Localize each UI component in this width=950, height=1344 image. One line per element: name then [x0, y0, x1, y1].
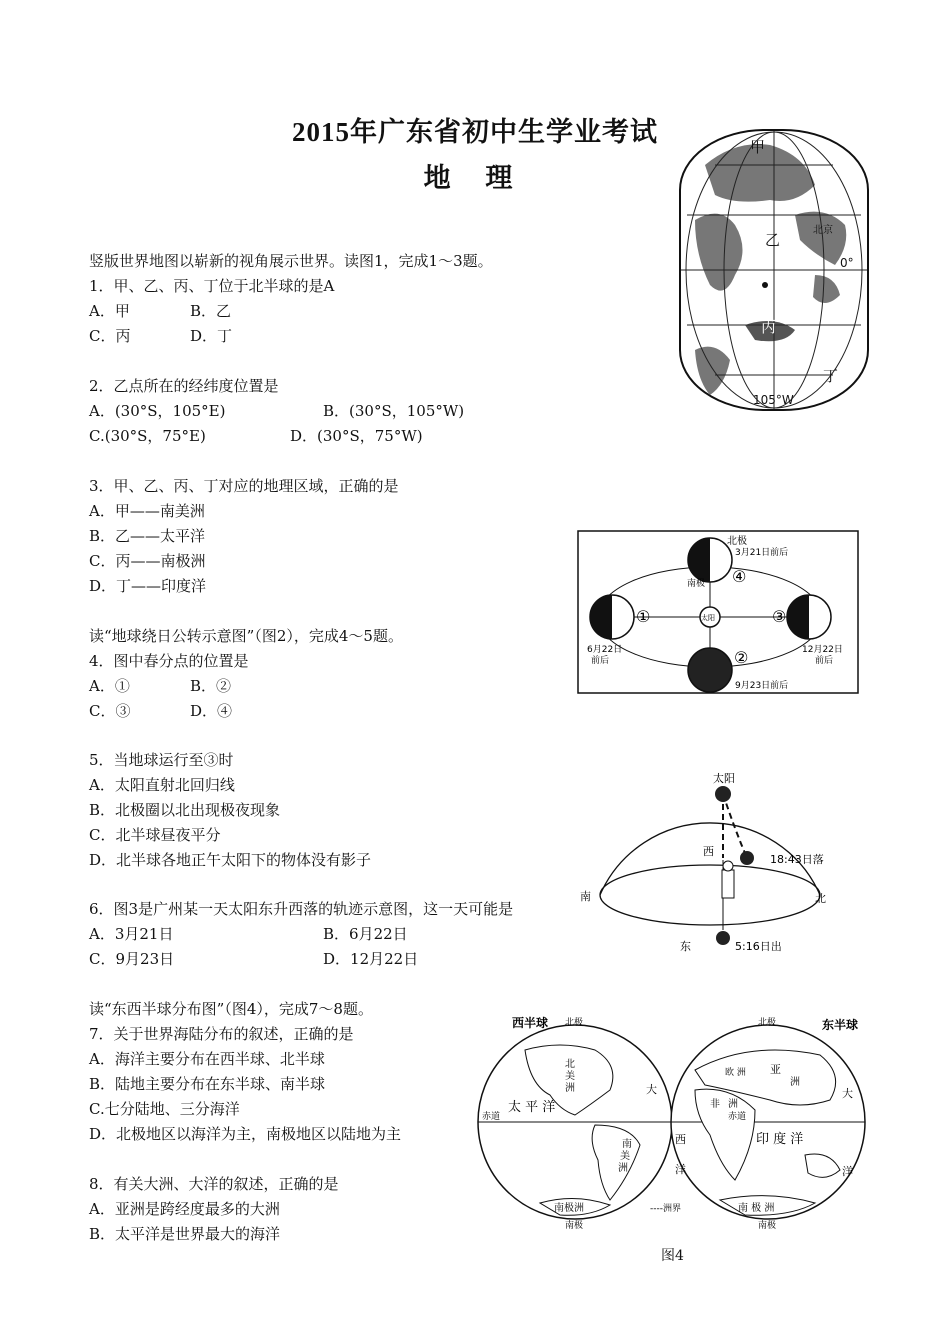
q6-stem: 6．图3是广州某一天太阳东升西落的轨迹示意图，这一天可能是	[89, 900, 514, 918]
q2-option-a: A．(30°S，105°E)	[89, 402, 226, 420]
label-east-hemisphere: 东半球	[822, 1018, 859, 1032]
label-june: 6月22日	[587, 645, 623, 655]
figure-4-caption: 图4	[661, 1248, 684, 1264]
label-sun: 太阳	[713, 772, 735, 785]
q7-option-d: D．北极地区以海洋为主，南极地区以陆地为主	[89, 1125, 402, 1143]
label-south-pole-west: 南极	[565, 1221, 584, 1230]
label-atlantic: 西	[675, 1133, 686, 1146]
figure-2-orbit	[577, 530, 859, 694]
q4-option-b: B．②	[190, 677, 232, 695]
label-equator: 0°	[840, 256, 854, 270]
label-position-3: ③	[772, 607, 787, 626]
label-equator-west: 赤道	[482, 1112, 501, 1122]
q5-option-c: C．北半球昼夜平分	[89, 826, 221, 844]
label-atlantic: 洋	[675, 1163, 686, 1176]
q1-option-d: D．丁	[190, 327, 233, 345]
label-antarctica-west: 南极洲	[554, 1203, 584, 1214]
label-june-2: 前后	[591, 656, 610, 666]
label-sun: 太阳	[701, 614, 715, 622]
label-position-4: ④	[732, 567, 747, 586]
label-beijing: 北京	[813, 225, 833, 236]
label-africa: 非	[710, 1099, 720, 1110]
intro-2: 读“地球绕日公转示意图”（图2），完成4～5题。	[89, 627, 403, 645]
q8-option-a: A．亚洲是跨经度最多的大洲	[89, 1200, 280, 1218]
label-north-america: 美	[565, 1071, 575, 1082]
label-north: 北	[815, 892, 826, 905]
intro-3: 读“东西半球分布图”（图4），完成7～8题。	[89, 1000, 373, 1018]
q3-option-a: A．甲——南美洲	[89, 502, 205, 520]
label-position-1: ①	[636, 607, 651, 626]
label-pacific-east: 大	[842, 1087, 853, 1100]
sun-track	[723, 794, 747, 858]
label-south-america: 洲	[618, 1163, 628, 1174]
q5-option-a: A．太阳直射北回归线	[89, 776, 235, 794]
label-east: 东	[680, 940, 691, 953]
subject-title: 地 理	[423, 163, 527, 193]
q8-stem: 8．有关大洲、大洋的叙述，正确的是	[89, 1175, 339, 1193]
label-march: 3月21日前后	[735, 548, 789, 558]
label-december: 12月22日	[802, 645, 843, 655]
q3-option-c: C．丙——南极洲	[89, 552, 206, 570]
label-pacific: 太 平 洋	[508, 1100, 556, 1115]
label-africa: 洲	[728, 1099, 738, 1110]
label-south-america: 美	[620, 1151, 630, 1162]
q7-stem: 7．关于世界海陆分布的叙述，正确的是	[89, 1025, 354, 1043]
label-atlantic: 大	[646, 1083, 657, 1096]
q1-option-b: B．乙	[190, 302, 232, 320]
q3-option-d: D．丁——印度洋	[89, 577, 207, 595]
earth-icon	[688, 648, 732, 692]
q4-stem: 4．图中春分点的位置是	[89, 652, 249, 670]
point-yi	[762, 282, 768, 288]
label-september: 9月23日前后	[735, 681, 789, 691]
q5-stem: 5．当地球运行至③时	[89, 751, 234, 769]
label-north-pole-west: 北极	[565, 1018, 584, 1028]
label-indian-ocean: 印 度 洋	[756, 1132, 804, 1147]
label-south-america: 南	[622, 1139, 632, 1150]
sun-icon	[715, 786, 731, 802]
q6-option-c: C．9月23日	[89, 950, 175, 968]
q1-option-a: A．甲	[89, 302, 130, 320]
label-sunrise: 5:16日出	[735, 940, 782, 953]
label-sunset: 18:43日落	[770, 853, 824, 866]
label-december-2: 前后	[815, 656, 834, 666]
q6-option-a: A．3月21日	[89, 925, 174, 943]
label-north-america: 洲	[565, 1083, 575, 1094]
q8-option-b: B．太平洋是世界最大的海洋	[89, 1225, 281, 1243]
figure-1-world-map	[675, 125, 875, 415]
label-north-pole: 北极	[727, 536, 747, 547]
q4-option-c: C．③	[89, 702, 131, 720]
label-longitude: 105°W	[753, 393, 794, 407]
label-antarctica-east: 南 极 洲	[738, 1203, 775, 1214]
q7-option-c: C.七分陆地、三分海洋	[89, 1100, 240, 1118]
q2-option-c: C.(30°S，75°E)	[89, 427, 206, 445]
q2-option-d: D．(30°S，75°W)	[290, 427, 423, 445]
label-yi: 乙	[765, 231, 781, 249]
person-icon	[723, 861, 733, 871]
q2-option-b: B．(30°S，105°W)	[323, 402, 465, 420]
figure-4-hemispheres	[470, 1015, 870, 1230]
q3-stem: 3．甲、乙、丙、丁对应的地理区域，正确的是	[89, 477, 399, 495]
q5-option-b: B．北极圈以北出现极夜现象	[89, 801, 281, 819]
label-south-pole-east: 南极	[758, 1221, 777, 1230]
q4-option-d: D．④	[190, 702, 233, 720]
label-equator-east: 赤道	[728, 1112, 747, 1122]
q7-option-b: B．陆地主要分布在东半球、南半球	[89, 1075, 326, 1093]
person-icon	[722, 870, 734, 898]
label-jia: 甲	[750, 138, 766, 156]
intro-1: 竖版世界地图以崭新的视角展示世界。读图1，完成1～3题。	[89, 252, 493, 270]
q4-option-a: A．①	[89, 677, 130, 695]
page-title: 2015年广东省初中生学业考试	[292, 117, 658, 147]
legend-continent-border: ----洲界	[650, 1204, 681, 1214]
label-asia: 洲	[790, 1077, 800, 1088]
q1-stem: 1．甲、乙、丙、丁位于北半球的是A	[89, 277, 335, 295]
label-europe: 欧 洲	[725, 1068, 746, 1078]
label-asia: 亚	[770, 1063, 781, 1076]
sun-icon	[740, 851, 754, 865]
label-west: 西	[703, 845, 714, 858]
q7-option-a: A．海洋主要分布在西半球、北半球	[89, 1050, 325, 1068]
label-north-america: 北	[565, 1059, 575, 1070]
label-position-2: ②	[734, 648, 749, 667]
figure-3-sun-path	[575, 770, 845, 960]
q2-stem: 2．乙点所在的经纬度位置是	[89, 377, 279, 395]
q1-option-c: C．丙	[89, 327, 131, 345]
q3-option-b: B．乙——太平洋	[89, 527, 206, 545]
label-south-pole: 南极	[687, 579, 706, 589]
label-ding: 丁	[823, 367, 839, 385]
label-bing: 丙	[761, 318, 777, 336]
sun-icon	[716, 931, 730, 945]
label-pacific-east: 洋	[842, 1165, 853, 1178]
label-south: 南	[580, 890, 591, 903]
label-west-hemisphere: 西半球	[512, 1016, 549, 1030]
horizon	[600, 865, 820, 925]
label-north-pole-east: 北极	[758, 1018, 777, 1028]
q6-option-b: B．6月22日	[323, 925, 408, 943]
q6-option-d: D．12月22日	[323, 950, 419, 968]
q5-option-d: D．北半球各地正午太阳下的物体没有影子	[89, 851, 372, 869]
